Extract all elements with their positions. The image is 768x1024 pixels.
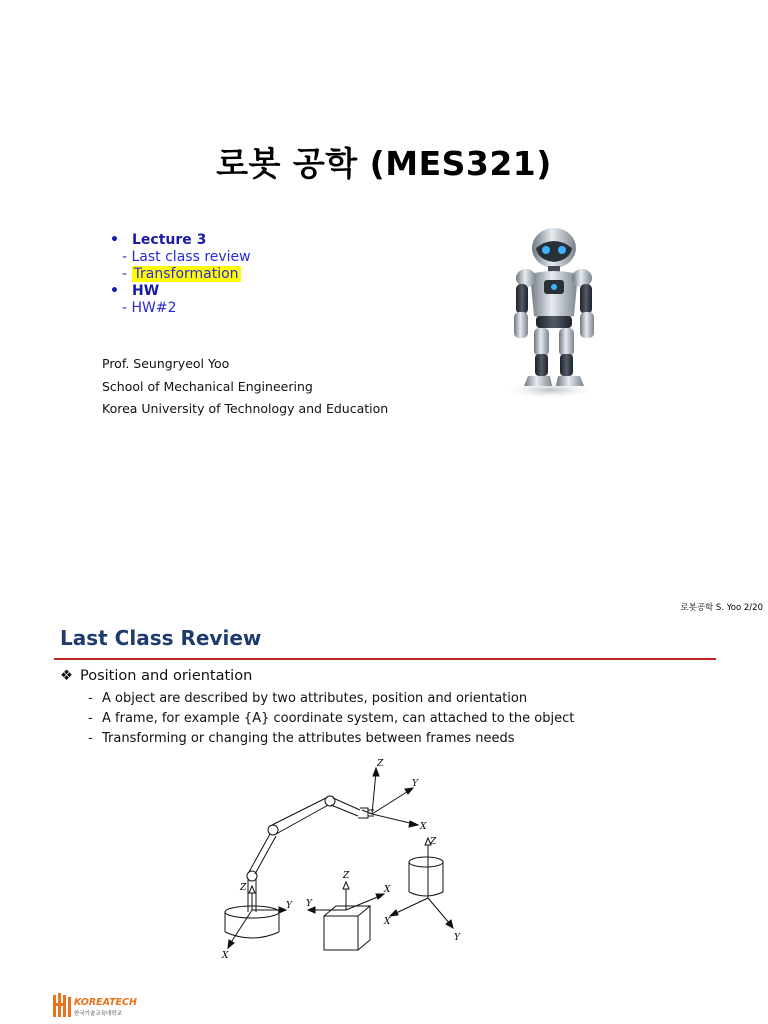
axis-label-z: Z xyxy=(240,883,247,893)
bullet-icon: • xyxy=(110,232,119,248)
axis-label-x: X xyxy=(384,885,391,895)
outline-lecture-label: Lecture 3 xyxy=(132,232,207,248)
professor-university: Korea University of Technology and Education xyxy=(102,401,389,416)
review-slide xyxy=(0,512,768,1024)
robot-arm-figure xyxy=(200,754,485,972)
koreatech-logo xyxy=(52,991,142,1021)
axis-label-x: X xyxy=(222,951,229,961)
logo-text: KOREATECH xyxy=(74,997,137,1008)
sub-bullet xyxy=(88,689,574,709)
outline-item-hw2: - HW#2 xyxy=(122,300,177,316)
sub-bullet xyxy=(88,709,574,729)
axis-label-y: Y xyxy=(454,933,460,943)
outline-hw-label: HW xyxy=(132,283,160,299)
main-bullet xyxy=(60,668,252,684)
professor-school: School of Mechanical Engineering xyxy=(102,378,313,394)
outline-lecture xyxy=(110,232,251,249)
outline-item-last-class-review: - Last class review xyxy=(122,249,251,265)
bullet-icon: • xyxy=(110,283,119,299)
axis-label-z: Z xyxy=(343,871,350,881)
dash: - xyxy=(88,731,93,746)
diamond-bullet-icon: ❖ xyxy=(60,668,73,684)
robot-image xyxy=(490,224,610,400)
title-divider xyxy=(54,658,716,660)
axis-label-x: X xyxy=(420,822,427,832)
axis-label-z: Z xyxy=(430,837,437,847)
outline-hw xyxy=(110,283,251,300)
logo-subtext: 한국기술교육대학교 xyxy=(74,1011,122,1017)
axis-label-y: Y xyxy=(306,899,312,909)
page-number: 로봇공학 S. Yoo 2/20 xyxy=(680,603,763,613)
slide-title: Last Class Review xyxy=(60,626,262,650)
main-bullet-text: Position and orientation xyxy=(80,668,253,684)
sub-bullet-text: A object are described by two attributes, position and orientation xyxy=(102,691,528,706)
dash: - xyxy=(88,691,93,706)
axis-label-z: Z xyxy=(377,759,384,769)
professor-info xyxy=(102,353,388,421)
sub-bullet-list xyxy=(88,689,574,749)
lecture-outline xyxy=(110,232,251,317)
dash: - xyxy=(88,711,93,726)
sub-bullet-text: Transforming or changing the attributes between frames needs xyxy=(102,731,515,746)
outline-dash: - xyxy=(122,266,132,282)
course-title: 로봇 공학 (MES321) xyxy=(216,144,552,183)
highlighted-transformation: Transformation xyxy=(133,266,239,282)
axis-label-x: X xyxy=(384,917,391,927)
axis-label-y: Y xyxy=(412,779,418,789)
professor-name: Prof. Seungryeol Yoo xyxy=(102,356,230,371)
sub-bullet xyxy=(88,729,574,749)
outline-item-transformation xyxy=(110,266,251,283)
sub-bullet-text: A frame, for example {A} coordinate system, can attached to the object xyxy=(102,711,575,726)
axis-label-y: Y xyxy=(286,901,292,911)
